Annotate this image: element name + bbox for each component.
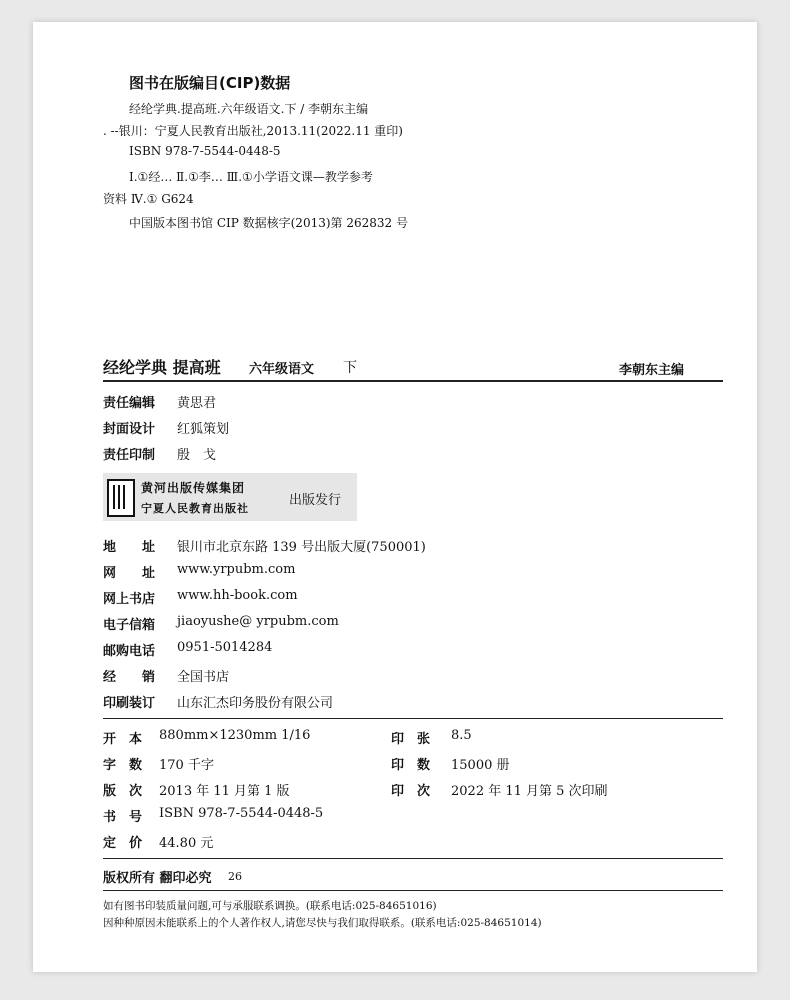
spec-label: 书 号	[103, 810, 143, 825]
cip-line: 经纶学典.提高班.六年级语文.下 / 李朝东主编	[129, 102, 369, 116]
divider	[103, 858, 723, 859]
spec-label: 定 价	[103, 836, 143, 851]
spec-label: 版 次	[103, 784, 143, 799]
contact-label: 电子信箱	[103, 618, 156, 633]
spec-value: 2022 年 11 月第 5 次印刷	[451, 784, 608, 799]
spec-value: 15000 册	[451, 758, 510, 773]
staff-label: 责任编辑	[103, 396, 156, 411]
divider	[103, 890, 723, 891]
staff-value: 殷 戈	[177, 448, 217, 463]
spec-label: 开 本	[103, 732, 143, 747]
book-editor: 李朝东主编	[619, 363, 685, 378]
spec-value: ISBN 978-7-5544-0448-5	[159, 806, 324, 821]
staff-value: 黄思君	[177, 396, 217, 411]
contact-label: 网上书店	[103, 592, 156, 607]
spec-label: 印 数	[391, 758, 431, 773]
spec-value: 2013 年 11 月第 1 版	[159, 784, 290, 799]
spec-label: 字 数	[103, 758, 143, 773]
contact-label: 印刷装订	[103, 696, 156, 711]
copyright-number: 26	[228, 870, 242, 883]
staff-value: 红狐策划	[177, 422, 230, 437]
publisher-logo	[103, 473, 357, 521]
publisher-group: 黄河出版传媒集团	[141, 481, 246, 495]
book-title-sub: 六年级语文	[249, 362, 315, 377]
publisher-issue: 出版发行	[289, 493, 342, 508]
copyright-label: 版权所有 翻印必究	[103, 871, 212, 886]
contact-value: 0951-5014284	[177, 640, 273, 655]
copyright-page	[33, 22, 757, 972]
contact-value: www.yrpubm.com	[177, 562, 296, 577]
publisher-press: 宁夏人民教育出版社	[141, 502, 249, 515]
spec-value: 44.80 元	[159, 836, 214, 851]
cip-line: 资料 Ⅳ.① G624	[103, 192, 194, 206]
book-title-volume: 下	[343, 360, 357, 376]
spec-label: 印 次	[391, 784, 431, 799]
notice-line: 因种种原因未能联系上的个人著作权人,请您尽快与我们取得联系。(联系电话:025-84651014)	[103, 917, 542, 929]
publisher-logo-icon	[107, 479, 135, 517]
notice-line: 如有图书印装质量问题,可与承服联系调换。(联系电话:025-84651016)	[103, 900, 437, 912]
cip-line: ISBN 978-7-5544-0448-5	[129, 144, 281, 158]
staff-label: 封面设计	[103, 422, 156, 437]
spec-value: 880mm×1230mm 1/16	[159, 728, 311, 743]
contact-value: 山东汇杰印务股份有限公司	[177, 696, 334, 711]
cip-line: . --银川：宁夏人民教育出版社,2013.11(2022.11 重印)	[103, 124, 403, 138]
contact-value: 银川市北京东路 139 号出版大厦(750001)	[177, 540, 426, 555]
contact-label: 网 址	[103, 566, 156, 581]
cip-title: 图书在版编目(CIP)数据	[129, 74, 291, 92]
contact-value: jiaoyushe@ yrpubm.com	[177, 614, 339, 629]
divider	[103, 718, 723, 719]
cip-line: 中国版本图书馆 CIP 数据核字(2013)第 262832 号	[129, 216, 408, 230]
divider	[103, 380, 723, 382]
spec-label: 印 张	[391, 732, 431, 747]
contact-value: www.hh-book.com	[177, 588, 298, 603]
contact-label: 地 址	[103, 540, 156, 555]
cip-line: Ⅰ.①经… Ⅱ.①李… Ⅲ.①小学语文课—教学参考	[129, 170, 373, 184]
contact-label: 经 销	[103, 670, 156, 685]
book-title-main: 经纶学典 提高班	[103, 358, 221, 377]
spec-value: 8.5	[451, 728, 472, 743]
contact-value: 全国书店	[177, 670, 230, 685]
spec-value: 170 千字	[159, 758, 214, 773]
staff-label: 责任印制	[103, 448, 156, 463]
contact-label: 邮购电话	[103, 644, 156, 659]
